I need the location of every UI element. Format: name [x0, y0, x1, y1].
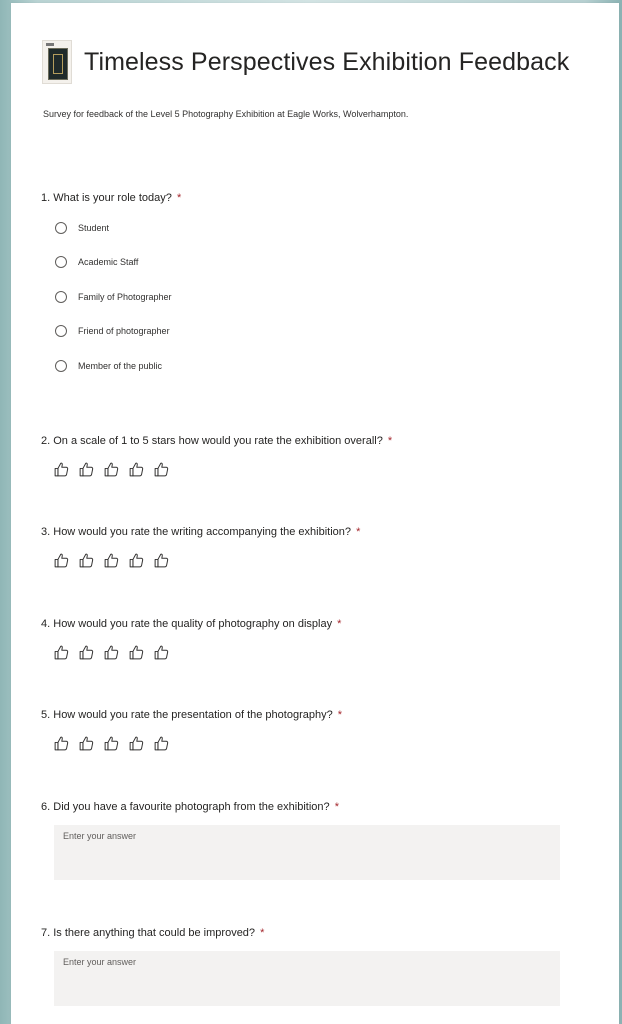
- rating-photography-quality: [53, 644, 571, 661]
- rating-overall: [53, 461, 571, 478]
- thumbs-up-icon[interactable]: [78, 735, 95, 752]
- question-text: What is your role today?: [53, 192, 172, 204]
- question-number: 1.: [41, 192, 51, 204]
- option-label: Family of Photographer: [78, 291, 172, 302]
- question-number: 6.: [41, 801, 51, 813]
- thumbs-up-icon[interactable]: [128, 461, 145, 478]
- question-text: How would you rate the writing accompanying the exhibition?: [53, 526, 352, 538]
- question-text: Did you have a favourite photograph from the exhibition?: [53, 801, 330, 813]
- rating-presentation: [53, 735, 571, 752]
- required-marker: *: [334, 801, 339, 813]
- question-number: 3.: [41, 526, 51, 538]
- question-3-label: [41, 526, 571, 538]
- thumbs-up-icon[interactable]: [53, 644, 70, 661]
- radio-button[interactable]: [55, 325, 67, 337]
- form-description: Survey for feedback of the Level 5 Photography Exhibition at Eagle Works, Wolverhampton.: [43, 109, 409, 119]
- question-3: [41, 526, 571, 569]
- radio-button[interactable]: [55, 360, 67, 372]
- option-label: Student: [78, 222, 110, 233]
- question-1-label: [41, 192, 571, 204]
- required-marker: *: [337, 618, 342, 630]
- option-student[interactable]: [55, 220, 571, 235]
- input-placeholder: Enter your answer: [63, 831, 137, 841]
- required-marker: *: [260, 927, 265, 939]
- option-member-of-public[interactable]: [55, 358, 571, 373]
- thumbs-up-icon[interactable]: [78, 552, 95, 569]
- thumbs-up-icon[interactable]: [128, 735, 145, 752]
- question-2-label: [41, 435, 571, 447]
- option-family-of-photographer[interactable]: [55, 289, 571, 304]
- required-marker: *: [356, 526, 361, 538]
- required-marker: *: [176, 192, 182, 204]
- option-label: Member of the public: [78, 360, 163, 371]
- thumbs-up-icon[interactable]: [153, 735, 170, 752]
- question-6: [41, 801, 571, 880]
- option-friend-of-photographer[interactable]: [55, 324, 571, 339]
- radio-button[interactable]: [55, 222, 67, 234]
- option-label: Friend of photographer: [78, 326, 170, 337]
- form-header: [42, 40, 569, 84]
- question-4-label: [41, 618, 571, 630]
- thumbs-up-icon[interactable]: [78, 461, 95, 478]
- thumbs-up-icon[interactable]: [153, 461, 170, 478]
- question-6-label: [41, 801, 571, 813]
- option-label: Academic Staff: [78, 257, 139, 268]
- radio-button[interactable]: [55, 256, 67, 268]
- required-marker: *: [337, 709, 343, 721]
- question-1: [41, 192, 571, 393]
- improvements-input[interactable]: [54, 951, 560, 1006]
- rating-writing: [53, 552, 571, 569]
- question-2: [41, 435, 571, 478]
- thumbs-up-icon[interactable]: [103, 552, 120, 569]
- exhibition-logo-icon: [42, 40, 72, 84]
- thumbs-up-icon[interactable]: [53, 552, 70, 569]
- question-5-label: [41, 709, 571, 721]
- thumbs-up-icon[interactable]: [153, 644, 170, 661]
- question-7-label: [41, 927, 571, 939]
- thumbs-up-icon[interactable]: [128, 552, 145, 569]
- question-text: How would you rate the presentation of the photography?: [53, 709, 333, 721]
- question-number: 5.: [41, 709, 51, 721]
- question-text: Is there anything that could be improved?: [53, 927, 256, 939]
- question-text: How would you rate the quality of photography on display: [53, 618, 333, 630]
- question-5: [41, 709, 571, 752]
- thumbs-up-icon[interactable]: [103, 644, 120, 661]
- question-number: 4.: [41, 618, 51, 630]
- thumbs-up-icon[interactable]: [53, 461, 70, 478]
- role-options: [55, 220, 571, 373]
- thumbs-up-icon[interactable]: [153, 552, 170, 569]
- question-number: 7.: [41, 927, 51, 939]
- thumbs-up-icon[interactable]: [103, 735, 120, 752]
- thumbs-up-icon[interactable]: [103, 461, 120, 478]
- question-4: [41, 618, 571, 661]
- question-number: 2.: [41, 435, 51, 447]
- question-7: [41, 927, 571, 1006]
- required-marker: *: [387, 435, 393, 447]
- input-placeholder: Enter your answer: [63, 957, 137, 967]
- radio-button[interactable]: [55, 291, 67, 303]
- thumbs-up-icon[interactable]: [128, 644, 145, 661]
- favourite-photograph-input[interactable]: [54, 825, 560, 880]
- form-title: Timeless Perspectives Exhibition Feedback: [84, 47, 570, 76]
- question-text: On a scale of 1 to 5 stars how would you rate the exhibition overall?: [53, 435, 383, 447]
- option-academic-staff[interactable]: [55, 255, 571, 270]
- thumbs-up-icon[interactable]: [78, 644, 95, 661]
- thumbs-up-icon[interactable]: [53, 735, 70, 752]
